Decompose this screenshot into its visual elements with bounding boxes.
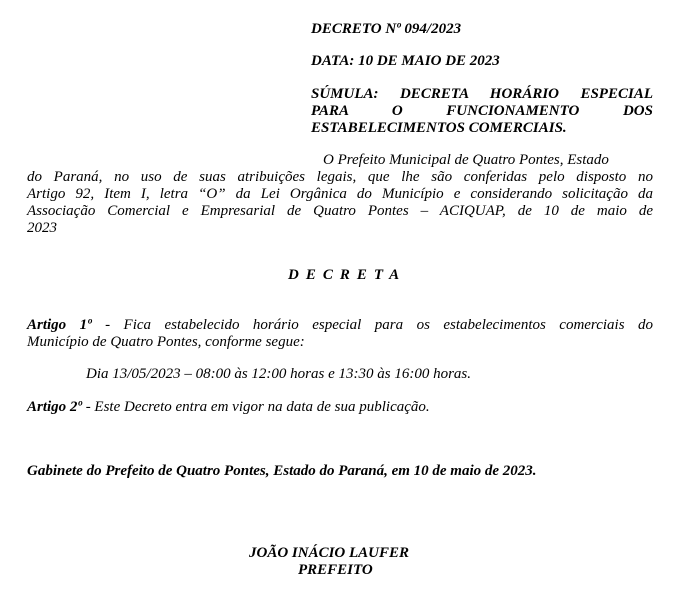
decreta-heading: DECRETA	[288, 267, 407, 283]
decree-number: DECRETO Nº 094/2023	[311, 21, 462, 37]
signature-title: PREFEITO	[298, 562, 373, 578]
article-1-line	[27, 317, 653, 334]
preamble-line: O Prefeito Municipal de Quatro Pontes, Estado	[323, 152, 609, 168]
article-1	[27, 317, 653, 351]
article-2	[27, 399, 430, 416]
article-2-label: Artigo 2º	[27, 399, 82, 415]
preamble-line: 2023	[27, 220, 57, 236]
decree-date: DATA: 10 DE MAIO DE 2023	[311, 53, 500, 69]
decree-summary	[311, 86, 653, 137]
summary-line: ESTABELECIMENTOS COMERCIAIS.	[311, 120, 567, 136]
article-2-text: - Este Decreto entra em vigor na data de sua publicação.	[81, 399, 430, 415]
preamble-line: do Paraná, no uso de suas atribuições legais, que lhe são conferidas pelo disposto no	[27, 169, 653, 185]
preamble-line: Artigo 92, Item I, letra “O” da Lei Orgânica do Município e considerando solicitação da	[27, 186, 653, 202]
signature-name: JOÃO INÁCIO LAUFER	[249, 545, 410, 561]
article-1-schedule: Dia 13/05/2023 – 08:00 às 12:00 horas e 13:30 às 16:00 horas.	[86, 366, 471, 382]
summary-line: SÚMULA: DECRETA HORÁRIO ESPECIAL	[311, 86, 653, 102]
article-1-label: Artigo 1º	[27, 317, 92, 333]
article-1-text: - Fica estabelecido horário especial para os estabelecimentos comerciais do	[91, 317, 653, 333]
closing-line: Gabinete do Prefeito de Quatro Pontes, Estado do Paraná, em 10 de maio de 2023.	[27, 463, 537, 479]
article-1-line: Município de Quatro Pontes, conforme segue:	[27, 334, 305, 350]
preamble-line: Associação Comercial e Empresarial de Quatro Pontes – ACIQUAP, de 10 de maio de	[27, 203, 653, 219]
preamble-body	[27, 169, 653, 237]
summary-line: PARA O FUNCIONAMENTO DOS	[311, 103, 653, 119]
